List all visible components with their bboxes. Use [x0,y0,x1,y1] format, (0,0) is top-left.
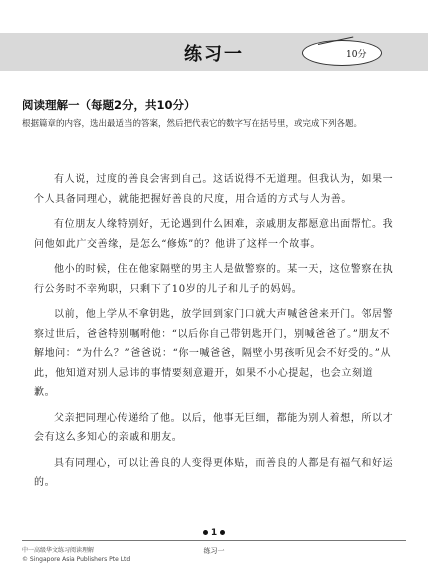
passage [34,170,394,499]
paragraph: 有位朋友人缘特别好，无论遇到什么困难，亲戚朋友都愿意出面帮忙。我问他如此广交善缘，是怎么“修炼”的？他讲了这样一个故事。 [34,219,394,250]
page-number-value: 1 [210,528,218,538]
copyright: © Singapore Asia Publishers Pte Ltd [22,556,131,563]
score-total: 10分 [346,50,367,60]
paragraph: 以前，他上学从不拿钥匙，放学回到家门口就大声喊爸爸来开门。邻居警察过世后，爸爸特别嘱咐他：“以后你自己带钥匙开门，别喊爸爸了。”朋友不解地问：“为什么？”爸爸说：“你一喊爸爸，隔壁小男孩听见会不好受的。”从此，他知道对别人忌讳的事情要刻意避开，如果不小心提起，也会立刻道歉。 [34,309,394,398]
score-oval [302,40,382,66]
section-title: 阅读理解一（每题2分，共10分） [22,98,196,112]
paragraph: 有人说，过度的善良会害到自己。这话说得不无道理。但我认为，如果一个人具备同理心，就能把握好善良的尺度，用合适的方式与人为善。 [34,174,394,205]
paragraph: 具有同理心，可以让善良的人变得更体贴，而善良的人都是有福气和好运的。 [34,457,394,488]
bullet-icon [220,530,225,535]
page-number [0,528,428,538]
bullet-icon [203,530,208,535]
paragraph: 父亲把同理心传递给了他。以后，他事无巨细，都能为别人着想，所以才会有这么多知心的亲戚和朋友。 [34,412,394,443]
footer-section-label: 练习一 [203,547,225,555]
page-title: 练习一 [184,44,244,65]
book-title: 中一高级华文练习阅读理解 [22,547,95,554]
footer-divider [22,540,406,541]
instructions: 根据篇章的内容，选出最适当的答案，然后把代表它的数字写在括号里，或完成下列各题。 [22,119,363,129]
paragraph: 他小的时候，住在他家隔壁的男主人是做警察的。某一天，这位警察在执行公务时不幸殉职，只剩下了10岁的儿子和儿子的妈妈。 [34,264,394,295]
